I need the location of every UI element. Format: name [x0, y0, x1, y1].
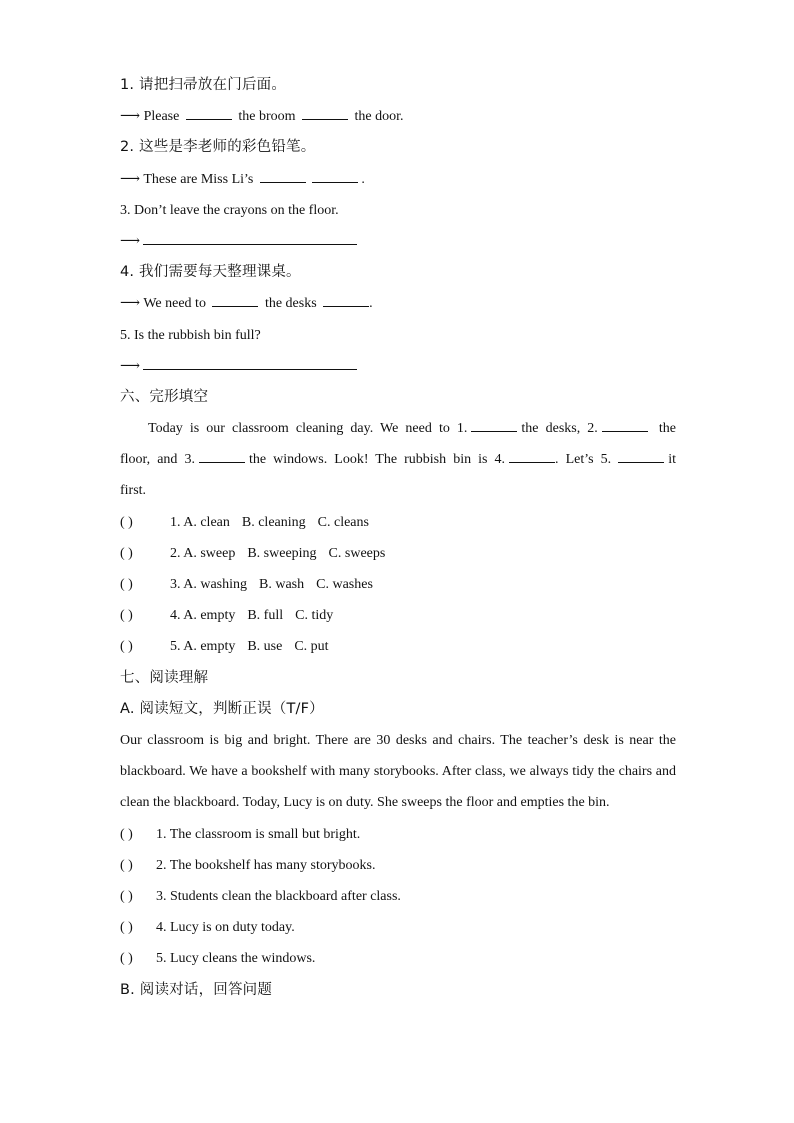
part-b-heading: B. 阅读对话，回答问题: [120, 981, 273, 998]
section-6-title: 六、完形填空: [120, 388, 209, 405]
answer-parenthesis[interactable]: ( ): [120, 514, 133, 530]
true-false-item: [120, 912, 676, 943]
option-b: B. use: [247, 639, 283, 655]
option-a: 4. A. empty: [170, 608, 236, 624]
question-3-answer-line: [120, 226, 676, 257]
cloze-text: the windows. Look! The rubbish bin is 4.: [249, 452, 506, 468]
option-b: B. cleaning: [241, 514, 306, 530]
answer-blank[interactable]: [602, 417, 648, 432]
q4-period: .: [369, 296, 373, 312]
arrow-icon: ⟶: [120, 358, 141, 374]
answer-parenthesis[interactable]: ( ): [120, 826, 133, 842]
q1-text-b: the broom: [238, 109, 296, 125]
question-4-english: [120, 288, 676, 319]
answer-line[interactable]: [143, 230, 357, 245]
statement-text: 2. The bookshelf has many storybooks.: [156, 857, 376, 873]
option-c: C. sweeps: [328, 545, 386, 561]
question-5-english: 5. Is the rubbish bin full?: [120, 327, 261, 343]
answer-parenthesis[interactable]: ( ): [120, 951, 133, 967]
answer-blank[interactable]: [471, 417, 517, 432]
part-a-heading: A. 阅读短文，判断正误（T/F）: [120, 700, 324, 717]
question-4-chinese: 4. 我们需要每天整理课桌。: [120, 264, 301, 281]
question-2-chinese: 2. 这些是李老师的彩色铅笔。: [120, 139, 316, 156]
option-a: 3. A. washing: [170, 577, 247, 593]
cloze-text: . Let’s 5.: [555, 452, 612, 468]
statement-text: 4. Lucy is on duty today.: [156, 920, 295, 936]
cloze-text: the desks, 2.: [521, 421, 598, 437]
question-3-english: 3. Don’t leave the crayons on the floor.: [120, 202, 339, 218]
answer-line[interactable]: [143, 355, 357, 370]
question-2-english: [120, 164, 676, 195]
section-7-title: 七、阅读理解: [120, 669, 209, 686]
arrow-icon: ⟶: [120, 233, 141, 249]
answer-blank[interactable]: [312, 168, 358, 183]
q1-text-c: the door.: [354, 109, 404, 125]
cloze-option-row: [120, 569, 676, 600]
statement-text: 1. The classroom is small but bright.: [156, 826, 361, 842]
answer-parenthesis[interactable]: ( ): [120, 888, 133, 904]
answer-blank[interactable]: [212, 292, 258, 307]
worksheet-page: [120, 70, 676, 1006]
true-false-item: [120, 943, 676, 974]
answer-parenthesis[interactable]: ( ): [120, 545, 133, 561]
answer-blank[interactable]: [186, 105, 232, 120]
cloze-passage: [120, 413, 676, 507]
option-a: 1. A. clean: [170, 514, 230, 530]
option-c: C. put: [294, 639, 329, 655]
option-a: 2. A. sweep: [170, 545, 236, 561]
option-b: B. full: [247, 608, 284, 624]
question-5-answer-line: [120, 351, 676, 382]
answer-blank[interactable]: [509, 448, 555, 463]
true-false-item: [120, 819, 676, 850]
question-1-chinese: 1. 请把扫帚放在门后面。: [120, 77, 287, 93]
answer-parenthesis[interactable]: ( ): [120, 857, 133, 873]
option-c: C. cleans: [317, 514, 369, 530]
q2-period: .: [361, 171, 365, 187]
question-1-english: [120, 101, 676, 132]
option-c: C. tidy: [295, 608, 334, 624]
cloze-text: it first.: [120, 452, 677, 499]
answer-blank[interactable]: [618, 448, 664, 463]
cloze-text: Today is our classroom cleaning day. We need to 1.: [148, 421, 468, 437]
q1-text-a: ⟶ Please: [120, 109, 180, 125]
option-a: 5. A. empty: [170, 639, 236, 655]
cloze-option-row: [120, 600, 676, 631]
q4-text-a: ⟶ We need to: [120, 296, 206, 312]
true-false-item: [120, 881, 676, 912]
answer-parenthesis[interactable]: ( ): [120, 920, 133, 936]
answer-blank[interactable]: [260, 168, 306, 183]
q2-text-a: ⟶ These are Miss Li’s: [120, 171, 254, 187]
answer-blank[interactable]: [323, 292, 369, 307]
q4-text-b: the desks: [264, 296, 317, 312]
statement-text: 5. Lucy cleans the windows.: [156, 951, 316, 967]
answer-parenthesis[interactable]: ( ): [120, 639, 133, 655]
answer-parenthesis[interactable]: ( ): [120, 608, 133, 624]
option-b: B. wash: [259, 577, 305, 593]
answer-blank[interactable]: [199, 448, 245, 463]
true-false-item: [120, 850, 676, 881]
cloze-text: the floor, and 3.: [120, 421, 677, 468]
statement-text: 3. Students clean the blackboard after class.: [156, 888, 401, 904]
option-c: C. washes: [316, 577, 373, 593]
cloze-option-row: [120, 507, 676, 538]
reading-passage: Our classroom is big and bright. There are 30 desks and chairs. The teacher’s desk is near the blackboard. We have a bookshelf with many storybooks. After class, we always tidy the chairs and clean the blackboard. Today, Lucy is on duty. She sweeps the floor and empties the bin.: [120, 732, 676, 811]
answer-parenthesis[interactable]: ( ): [120, 577, 133, 593]
cloze-option-row: [120, 631, 676, 662]
answer-blank[interactable]: [302, 105, 348, 120]
cloze-option-row: [120, 538, 676, 569]
option-b: B. sweeping: [247, 545, 317, 561]
